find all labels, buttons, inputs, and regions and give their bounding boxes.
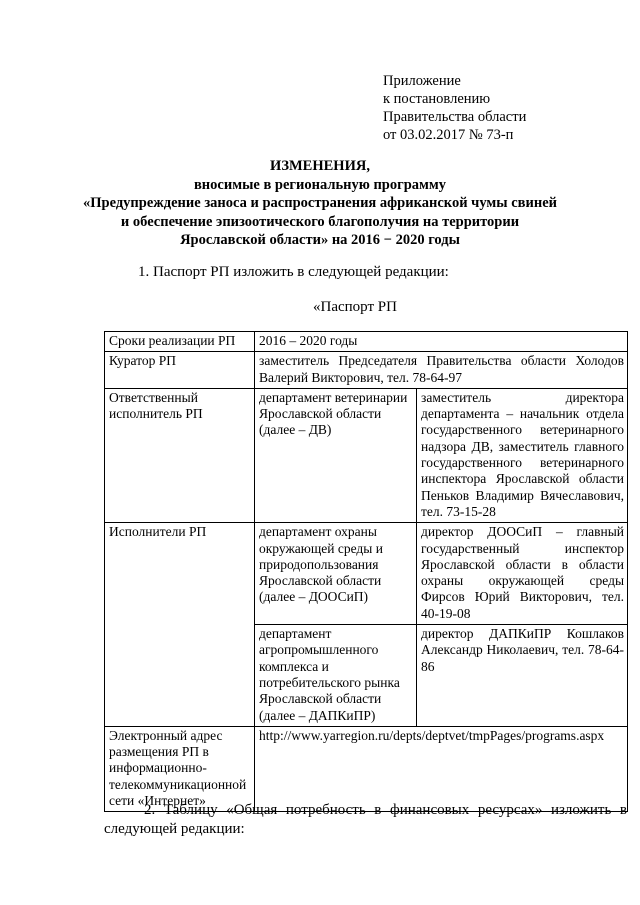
table-row: [105, 523, 628, 625]
document-heading: [0, 157, 640, 250]
row-label-curator: Куратор РП: [105, 352, 255, 389]
row-person-vet: заместитель директора департамента – начальник отдела государственного ветеринарного надзора ДВ, заместитель главного государственного ветеринарного инспектора Ярославской области Пеньков Владимир Вячеславович, тел. 73-15-28: [417, 388, 628, 522]
row-value-web-link[interactable]: http://www.yarregion.ru/depts/deptvet/tmpPages/programs.aspx: [255, 726, 628, 811]
row-label-web: Электронный адрес размещения РП в информационно-телекоммуникационной сети «Интернет»: [105, 726, 255, 811]
heading-line: вносимые в региональную программу: [193, 176, 447, 193]
row-value-terms: 2016 – 2020 годы: [255, 332, 628, 352]
paragraph-2: [104, 801, 627, 839]
appendix-block: [383, 72, 526, 144]
table-row: [105, 352, 628, 389]
table-row: [105, 726, 628, 811]
appendix-line: от 03.02.2017 № 73-п: [383, 127, 514, 143]
row-dept-vet: департамент ветеринарии Ярославской области (далее – ДВ): [255, 388, 417, 522]
row-label-responsible: Ответственный исполнитель РП: [105, 388, 255, 522]
heading-line: и обеспечение эпизоотического благополучия на территории: [120, 213, 520, 230]
appendix-line: Приложение: [383, 73, 461, 89]
heading-line: «Предупреждение заноса и распространения африканской чумы свиней: [82, 195, 557, 211]
row-label-executors: Исполнители РП: [105, 523, 255, 727]
row-label-terms: Сроки реализации РП: [105, 332, 255, 352]
passport-title: «Паспорт РП: [313, 299, 397, 315]
table-row: [105, 388, 628, 522]
row-dept-agro: департамент агропромышленного комплекса и потребительского рынка Ярославской области (далее – ДАПКиПР): [255, 625, 417, 727]
passport-table: [104, 331, 628, 812]
heading-line: Ярославской области» на 2016 − 2020 годы: [180, 232, 460, 248]
heading-line: ИЗМЕНЕНИЯ,: [270, 158, 370, 174]
paragraph-2-text: 2. Таблицу «Общая потребность в финансовых ресурсах» изложить в следующей редакции:: [104, 802, 627, 837]
paragraph-1: 1. Паспорт РП изложить в следующей редакции:: [138, 264, 449, 280]
row-value-curator: заместитель Председателя Правительства области Холодов Валерий Викторович, тел. 78-64-97: [255, 352, 628, 389]
row-dept-env: департамент охраны окружающей среды и природопользования Ярославской области (далее – ДООСиП): [255, 523, 417, 625]
appendix-line: Правительства области: [383, 109, 527, 125]
row-person-env: директор ДООСиП – главный государственный инспектор Ярославской области в области охраны окружающей среды Фирсов Юрий Викторович, тел. 40-19-08: [417, 523, 628, 625]
appendix-line: к постановлению: [383, 91, 491, 107]
table-row: [105, 332, 628, 352]
row-person-agro: директор ДАПКиПР Кошлаков Александр Николаевич, тел. 78-64-86: [417, 625, 628, 727]
